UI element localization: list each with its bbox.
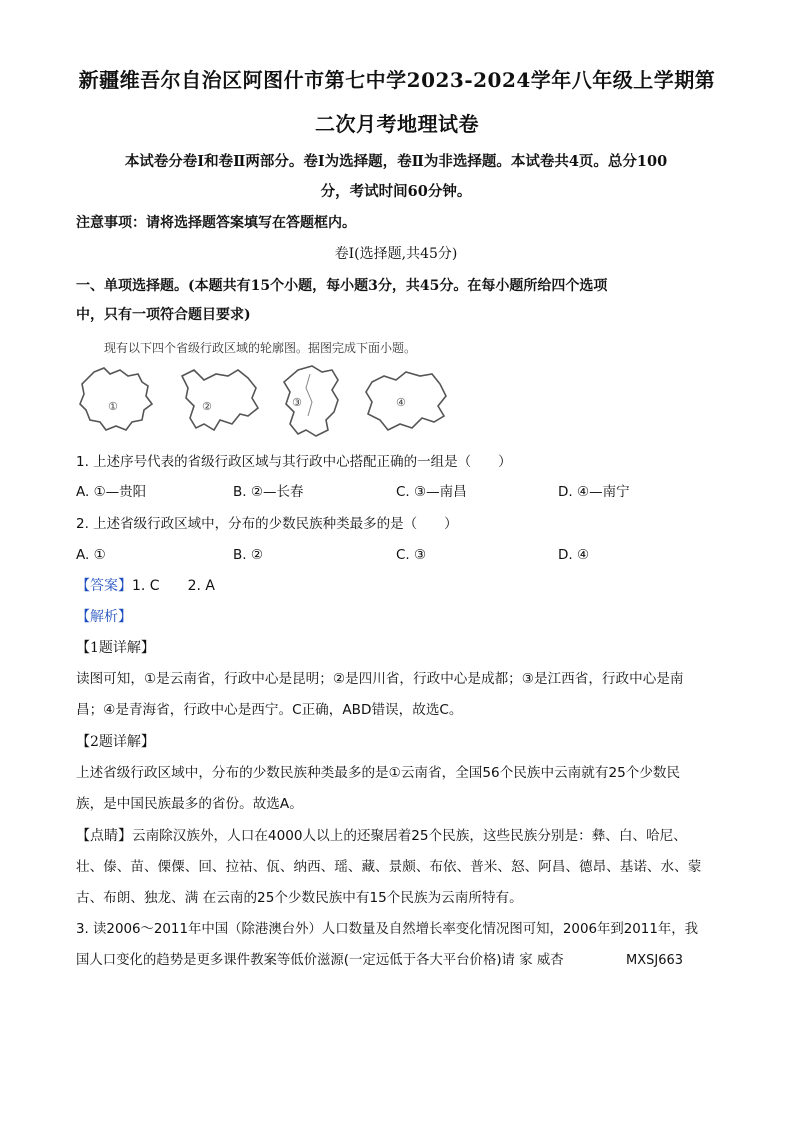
question-1-stem: 1. 上述序号代表的省级行政区域与其行政中心搭配正确的一组是（ ） — [76, 454, 512, 470]
answer-label: 【答案】 — [76, 578, 132, 594]
detail-1-label: 【1题详解】 — [76, 640, 155, 656]
part1-heading-line1: 一、单项选择题。(本题共有15个小题，每小题3分，共45分。在每小题所给四个选项 — [76, 278, 608, 294]
exam-title-line2: 二次月考地理试卷 — [315, 112, 479, 136]
answer-block — [76, 576, 215, 596]
answer-text: 1. C 2. A — [132, 578, 215, 594]
detail-2-line1: 上述省级行政区域中，分布的少数民族种类最多的是①云南省，全国56个民族中云南就有25个少数民 — [76, 765, 681, 781]
highlight-label: 【点睛】 — [76, 828, 132, 844]
highlight-line1 — [76, 826, 687, 846]
question-2-stem: 2. 上述省级行政区域中，分布的少数民族种类最多的是（ ） — [76, 516, 458, 532]
q2-option-d: D. ④ — [558, 547, 590, 563]
detail-2-line2: 族，是中国民族最多的省份。故选A。 — [76, 796, 303, 812]
map-label-2: ② — [202, 400, 212, 413]
intro-line2: 分，考试时间60分钟。 — [320, 183, 472, 200]
map-label-4: ④ — [396, 396, 406, 409]
map-outline-3 — [276, 364, 346, 440]
q1-option-c: C. ③—南昌 — [396, 484, 467, 500]
intro-line1: 本试卷分卷Ⅰ和卷Ⅱ两部分。卷Ⅰ为选择题，卷Ⅱ为非选择题。本试卷共4页。总分100 — [124, 153, 668, 170]
analysis-label: 【解析】 — [76, 609, 132, 625]
notice: 注意事项：请将选择题答案填写在答题框内。 — [76, 215, 356, 231]
q1-option-d: D. ④—南宁 — [558, 484, 630, 500]
q1-option-b: B. ②—长春 — [233, 484, 304, 500]
map-outline-4 — [362, 368, 452, 440]
highlight-text-1: 云南除汉族外，人口在4000人以上的还聚居着25个民族，这些民族分别是：彝、白、哈尼、 — [132, 828, 687, 844]
figure-caption: 现有以下四个省级行政区域的轮廓图。据图完成下面小题。 — [104, 341, 417, 355]
province-outline-figure — [76, 364, 456, 444]
q1-option-a: A. ①—贵阳 — [76, 484, 147, 500]
section-title: 卷Ⅰ(选择题,共45分) — [334, 246, 458, 262]
exam-title-line1: 新疆维吾尔自治区阿图什市第七中学2023-2024学年八年级上学期第 — [78, 68, 716, 92]
highlight-line3: 古、布朗、独龙、满 在云南的25个少数民族中有15个民族为云南所特有。 — [76, 890, 523, 906]
q2-option-c: C. ③ — [396, 547, 427, 563]
map-outline-2 — [174, 366, 264, 438]
map-label-3: ③ — [292, 396, 302, 409]
detail-1-line1: 读图可知，①是云南省，行政中心是昆明；②是四川省，行政中心是成都；③是江西省，行政中心是南 — [76, 671, 684, 687]
part1-heading-line2: 中，只有一项符合题目要求) — [76, 307, 251, 323]
map-label-1: ① — [108, 400, 118, 413]
question-3-line1: 3. 读2006～2011年中国（除港澳台外）人口数量及自然增长率变化情况图可知，2006年到2011年，我 — [76, 922, 699, 937]
watermark-code: MXSJ663 — [626, 953, 684, 968]
detail-2-label: 【2题详解】 — [76, 734, 155, 750]
question-3-line2: 国人口变化的趋势是更多课件教案等低价滋源(一定远低于各大平台价格)请 家 威杏 — [76, 953, 564, 968]
map-outline-1 — [76, 364, 156, 436]
detail-1-line2: 昌；④是青海省，行政中心是西宁。C正确，ABD错误，故选C。 — [76, 702, 463, 718]
highlight-line2: 壮、傣、苗、傈僳、回、拉祜、佤、纳西、瑶、藏、景颇、布依、普米、怒、阿昌、德昂、基诺、水、蒙 — [76, 859, 702, 875]
q2-option-b: B. ② — [233, 547, 263, 563]
q2-option-a: A. ① — [76, 547, 106, 563]
